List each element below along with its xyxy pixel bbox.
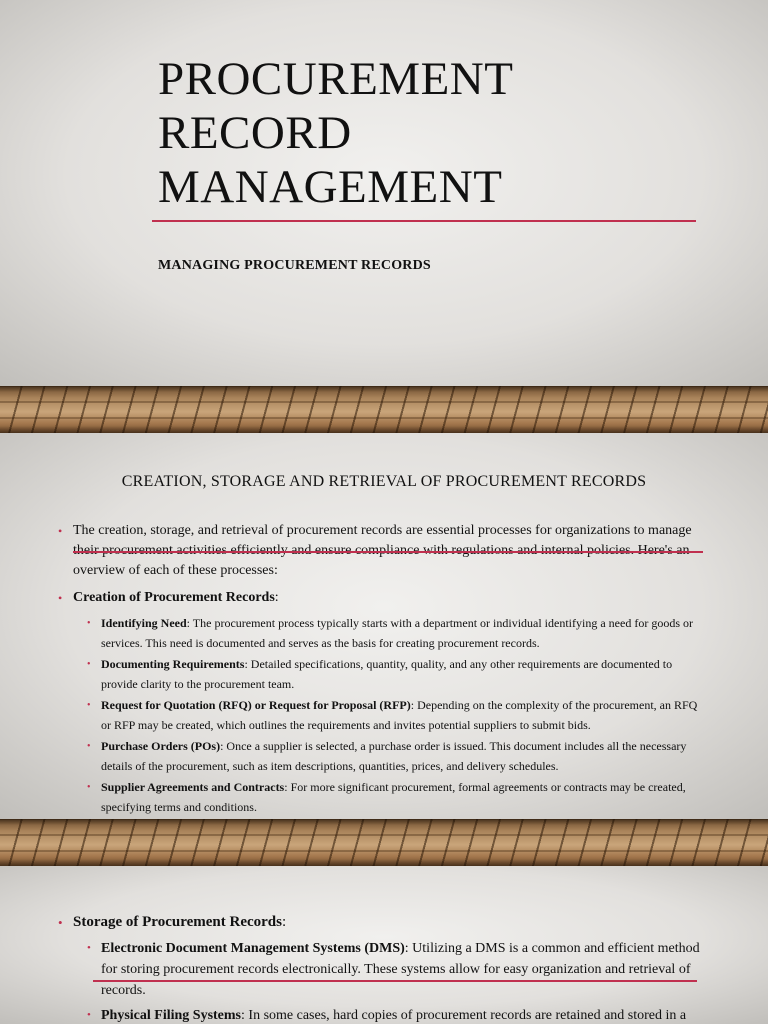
sub-bullet-supplier-agreements [58,778,708,817]
bullet-icon: • [58,915,63,930]
item-text: : Depending on the complexity of the procurement, an RFQ or RFP may be created, which outlines the requirements and invites potential suppliers to submit bids. [101,698,698,732]
bullet-icon: • [87,700,91,711]
item-text: : In some cases, hard copies of procurement records are retained and stored in a [241,1008,687,1023]
bullet-icon: • [58,524,63,538]
item-text: : For more significant procurement, formal agreements or contracts may be created, specifying terms and conditions. [101,780,686,814]
sub-bullet-purchase-orders [58,737,708,776]
sub-bullet-dms [58,938,708,1001]
presentation-title [158,52,513,214]
subtitle: MANAGING PROCUREMENT RECORDS [158,258,431,273]
intro-text: The creation, storage, and retrieval of procurement records are essential processes for organizations to manage overview of each of these processes: [73,523,692,578]
slide-heading: CREATION, STORAGE AND RETRIEVAL OF PROCUREMENT RECORDS [121,473,647,490]
item-term: Electronic Document Management Systems (DMS) [101,941,405,956]
sub-bullet-rfq-rfp [58,696,708,735]
bullet-icon: • [87,741,91,752]
sub-bullet-documenting-requirements [58,655,708,694]
title-divider [152,220,696,222]
sub-bullet-identifying-need [58,614,708,653]
bullet-icon: • [87,659,91,670]
item-term: Identifying Need [101,616,187,630]
bullet-icon: • [87,782,91,793]
section-suffix: : [281,914,287,930]
section-term: Storage of Procurement Records [73,914,282,930]
item-term: Request for Quotation (RFQ) or Request for Proposal (RFP) [101,698,411,712]
bullet-icon: • [58,591,63,605]
wood-floor-divider [0,386,768,433]
title-line: MANAGEMENT [158,161,503,213]
section-heading-storage [58,912,708,933]
item-term: Supplier Agreements and Contracts [101,780,285,794]
section-suffix: : [274,590,279,605]
item-term: Purchase Orders (POs) [101,739,221,753]
bullet-icon: • [87,1009,91,1021]
bullet-icon: • [87,618,91,629]
title-slide [0,0,768,386]
item-text: : Detailed specifications, quantity, quality, and any other requirements are documented to provide clarity to the procurement team. [101,657,673,691]
slide-body [58,521,708,819]
content-slide-storage [0,866,768,1024]
title-line: PROCUREMENT [158,53,514,105]
content-slide-creation [0,433,768,819]
red-underline-annotation [93,980,697,982]
bullet-icon: • [87,942,91,954]
sub-bullet-physical-filing [58,1005,708,1024]
item-text: : Utilizing a DMS is a common and efficient method for storing procurement records electronically. These systems allow for easy organization and retrieval of records. [101,941,700,998]
section-heading-creation [58,588,708,608]
red-underline-annotation [73,551,703,553]
title-line: RECORD [158,107,352,159]
item-text: : Once a supplier is selected, a purchase order is issued. This document includes all the necessary details of the procurement, such as item descriptions, quantities, prices, and delivery schedules. [101,739,687,773]
item-text: : The procurement process typically starts with a department or individual identifying a need for goods or services. This need is documented and serves as the basis for creating procurement records. [101,616,693,650]
slide-body [58,912,708,1024]
section-term: Creation of Procurement Records [73,590,275,605]
wood-floor-divider [0,819,768,866]
bullet-list [58,912,708,1024]
item-term: Physical Filing Systems [101,1008,242,1023]
item-term: Documenting Requirements [101,657,245,671]
bullet-list [58,521,708,817]
